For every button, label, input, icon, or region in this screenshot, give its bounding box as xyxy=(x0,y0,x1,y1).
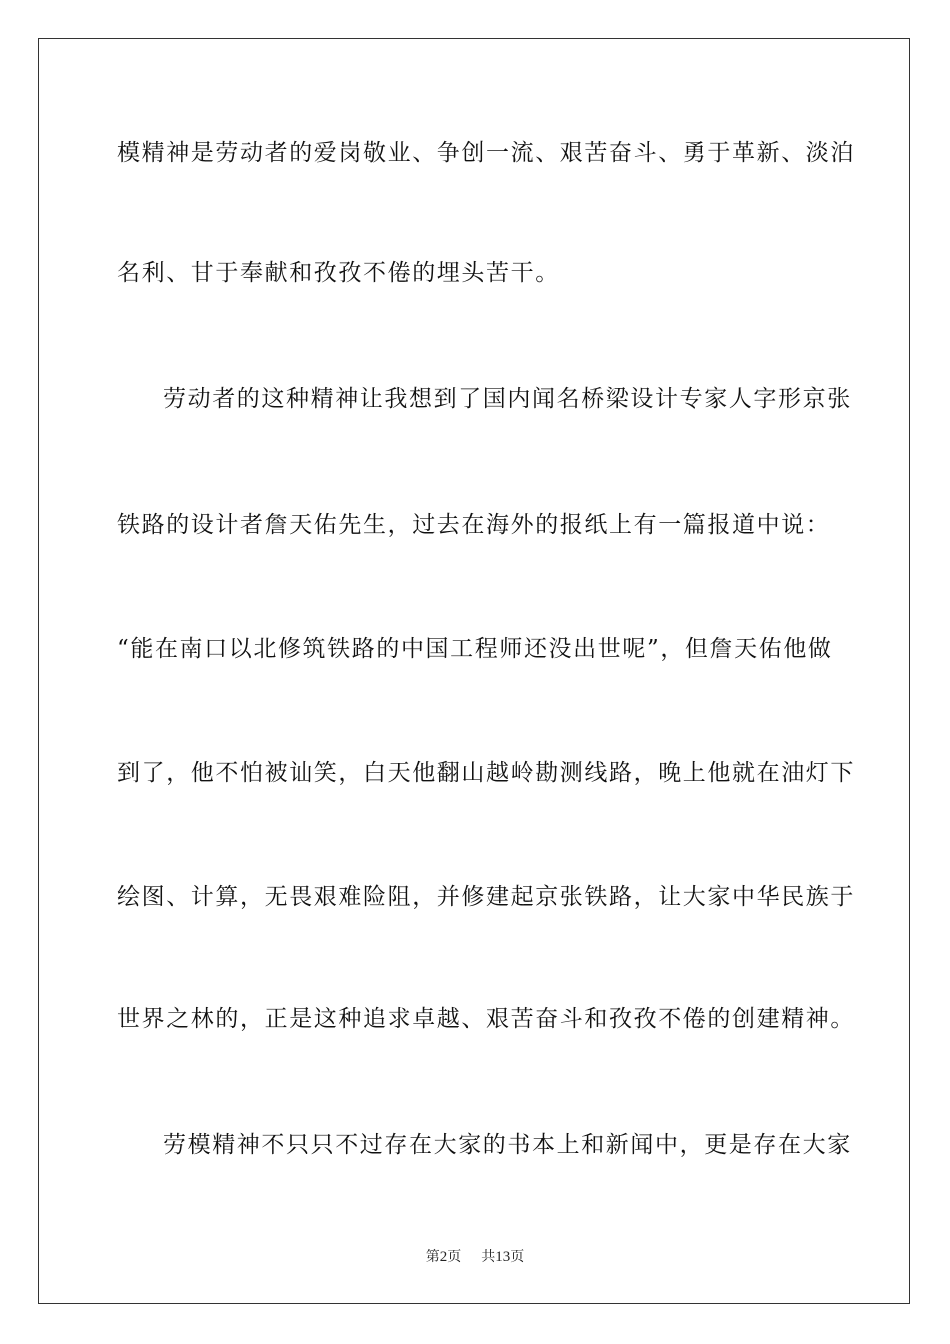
footer-page-number: 2 xyxy=(439,1249,448,1265)
page-footer xyxy=(0,1248,950,1266)
text-line-6: 到了，他不怕被讪笑，白天他翻山越岭勘测线路，晚上他就在油灯下 xyxy=(117,760,855,786)
footer-page-prefix: 第 xyxy=(425,1249,440,1265)
text-line-4: 铁路的设计者詹天佑先生，过去在海外的报纸上有一篇报道中说： xyxy=(117,512,831,538)
text-line-8: 世界之林的，正是这种追求卓越、艰苦奋斗和孜孜不倦的创建精神。 xyxy=(117,1006,855,1032)
footer-page-suffix: 页 xyxy=(447,1249,462,1265)
footer-total-number: 13 xyxy=(495,1249,511,1265)
footer-total-prefix: 共 xyxy=(481,1249,496,1265)
text-line-3: 劳动者的这种精神让我想到了国内闻名桥梁设计专家人字形京张 xyxy=(163,386,852,412)
text-line-5: “能在南口以北修筑铁路的中国工程师还没出世呢”，但詹天佑他做 xyxy=(117,636,833,662)
text-line-1: 模精神是劳动者的爱岗敬业、争创一流、艰苦奋斗、勇于革新、淡泊 xyxy=(117,140,855,166)
page-border xyxy=(38,38,910,1304)
text-line-9: 劳模精神不只只不过存在大家的书本上和新闻中，更是存在大家 xyxy=(163,1132,852,1158)
text-line-2: 名利、甘于奉献和孜孜不倦的埋头苦干。 xyxy=(117,260,560,286)
footer-total-suffix: 页 xyxy=(510,1249,525,1265)
text-line-7: 绘图、计算，无畏艰难险阻，并修建起京张铁路，让大家中华民族于 xyxy=(117,884,855,910)
